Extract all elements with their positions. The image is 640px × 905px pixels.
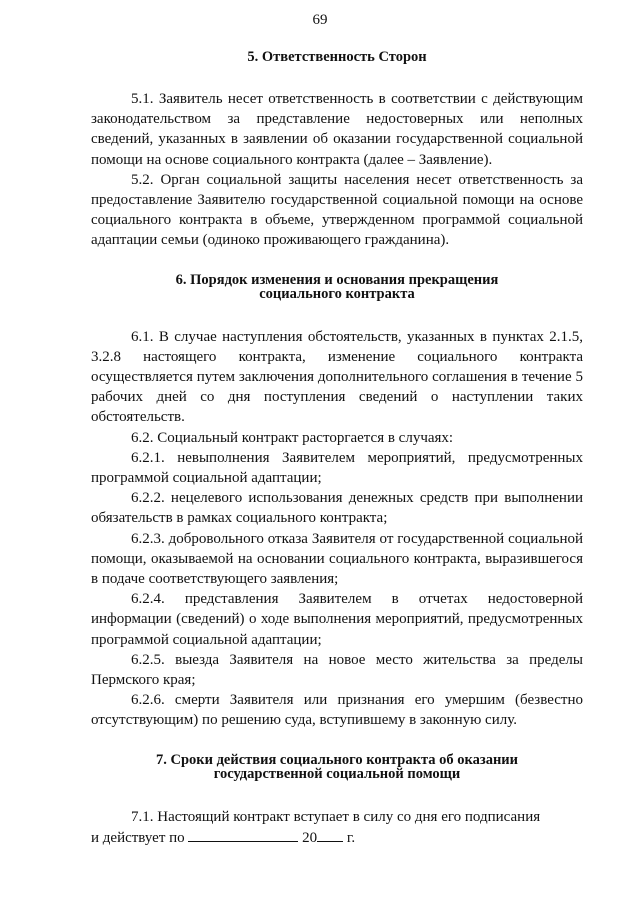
paragraph-6-2-6: 6.2.6. смерти Заявителя или признания его умершим (безвестно отсутствующим) по решению суда, вступившему в законную силу. [91,692,583,729]
paragraph-7-1: 7.1. Настоящий контракт вступает в силу со дня его подписания [131,808,541,825]
section-7-title-line-2: государственной социальной помощи [213,765,461,782]
paragraph-6-1: 6.1. В случае наступления обстоятельств, указанных в пунктах 2.1.5, 3.2.8 настоящего контракта, изменение социального контракта осуществляется путем заключения дополнительного соглашения в течение 5 рабочих дней со дня поступления сведений о наступлении таких обстоятельств. [91,328,583,426]
paragraph-6-2-1: 6.2.1. невыполнения Заявителем мероприятий, предусмотренных программой социальной адаптации; [91,449,583,487]
paragraph-6-2: 6.2. Социальный контракт расторгается в случаях: [131,429,454,446]
section-6-title-line-2: социального контракта [259,285,415,302]
page-number: 69 [312,12,328,28]
year-suffix: г. [346,829,356,846]
paragraph-7-1-end [91,827,583,848]
paragraph-5-1: 5.1. Заявитель несет ответственность в соответствии с действующим законодательством за представление недостоверных или неполных сведений, указанных в заявлении об оказании государственной социальной помощи на основе социального контракта (далее – Заявление). [91,91,583,168]
section-5-title: 5. Ответственность Сторон [247,49,427,65]
paragraph-6-2-3: 6.2.3. добровольного отказа Заявителя от государственной социальной помощи, оказываемой на основании социального контракта, выразившегося в подаче соответствующего заявления; [91,530,583,588]
section-6-title-line-1: 6. Порядок изменения и основания прекращения [175,271,499,288]
valid-until-label: и действует по [91,829,185,846]
date-blank-line [188,827,298,842]
paragraph-6-2-5: 6.2.5. выезда Заявителя на новое место жительства за пределы Пермского края; [91,651,583,689]
year-prefix: 20 [302,829,318,846]
paragraph-5-2: 5.2. Орган социальной защиты населения несет ответственность за предоставление Заявителю государственной социальной помощи на основе социального контракта в объеме, утвержденном программой социальной адаптации семьи (одиноко проживающего гражданина). [91,171,583,249]
paragraph-6-2-2: 6.2.2. нецелевого использования денежных средств при выполнении обязательств в рамках социального контракта; [91,490,583,527]
section-7-title [91,753,583,781]
year-blank-line [317,827,343,842]
section-6-title [91,273,583,301]
section-7-title-line-1: 7. Сроки действия социального контракта об оказании [155,751,519,768]
paragraph-6-2-4: 6.2.4. представления Заявителем в отчетах недостоверной информации (сведений) о ходе выполнения мероприятий, предусмотренных программой социальной адаптации; [91,591,583,648]
document-body [91,50,583,848]
